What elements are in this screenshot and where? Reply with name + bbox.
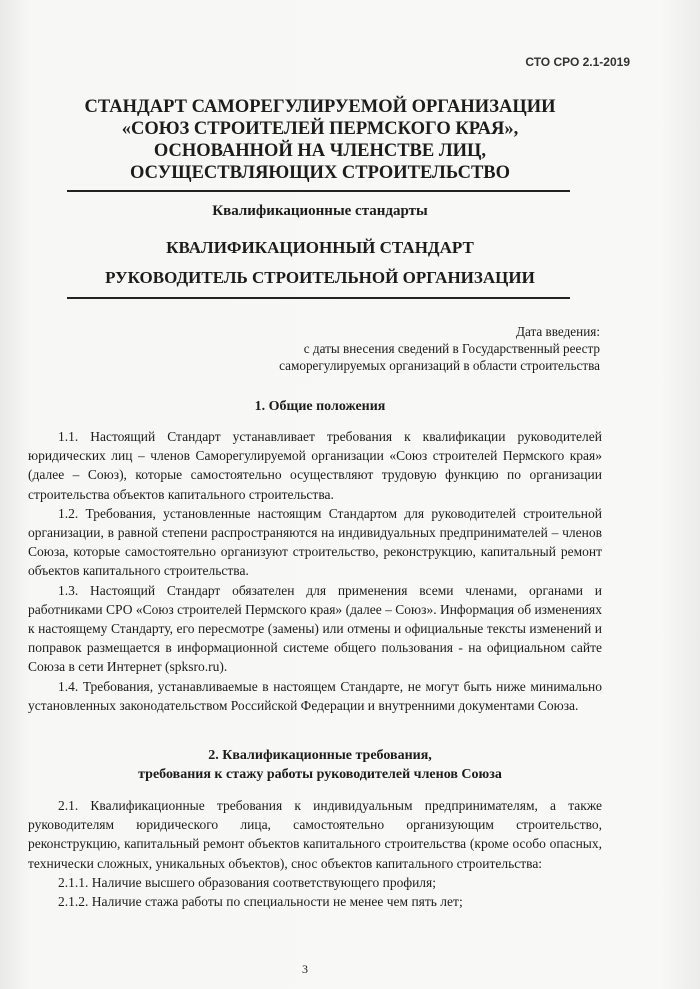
subtitle: Квалификационные стандарты — [212, 203, 428, 219]
section-2-heading — [0, 746, 640, 784]
page-number: 3 — [302, 962, 308, 976]
paragraph: 1.3. Настоящий Стандарт обязателен для применения всеми членами, органами и работниками СРО «Союз строителей Пермского края» (далее – Союз». Информация об изменениях к настоящему Стандарту, его пересмотре (замены) или отмены и официальные тексты изменений и поправок размещается в информационной системе общего пользования - на официальном сайте Союза в сети Интернет (spksro.ru). — [28, 582, 602, 675]
section-2-heading-line: 2. Квалификационные требования, — [208, 748, 432, 763]
paragraph: 2.1.2. Наличие стажа работы по специальности не менее чем пять лет; — [58, 894, 463, 910]
main-title — [40, 96, 600, 184]
main-title-line: ОСУЩЕСТВЛЯЮЩИХ СТРОИТЕЛЬСТВО — [129, 163, 511, 183]
section-1-heading: 1. Общие положения — [254, 399, 386, 414]
divider-bottom — [67, 297, 570, 299]
intro-date-line: с даты внесения сведений в Государственный реестр — [303, 341, 600, 356]
section-2-heading-line: требования к стажу работы руководителей членов Союза — [138, 767, 502, 782]
standard-title — [0, 233, 640, 293]
section-2-body — [28, 796, 602, 911]
intro-date-line: Дата введения: — [515, 324, 600, 339]
main-title-line: СТАНДАРТ САМОРЕГУЛИРУЕМОЙ ОРГАНИЗАЦИИ — [84, 97, 556, 117]
main-title-line: «СОЮЗ СТРОИТЕЛЕЙ ПЕРМСКОГО КРАЯ», — [121, 119, 519, 139]
divider-top — [67, 190, 570, 192]
paragraph: 1.2. Требования, установленные настоящим Стандартом для руководителей строительной организации, в равной степени распространяются на индивидуальных предпринимателей – членов Союза, которые самостоятельно организуют строительство, реконструкцию, капитальный ремонт объектов капитального строительства. — [28, 505, 602, 579]
intro-date-line: саморегулируемых организаций в области строительства — [279, 358, 600, 373]
standard-title-line: РУКОВОДИТЕЛЬ СТРОИТЕЛЬНОЙ ОРГАНИЗАЦИИ — [105, 268, 535, 287]
paragraph: 1.1. Настоящий Стандарт устанавливает требования к квалификации руководителей юридических лиц – членов Саморегулируемой организации «Союз строителей Пермского края» (далее – Союз), которые самостоятельно осуществляют трудовую функцию по организации строительства объектов капитального строительства. — [28, 429, 602, 502]
paragraph: 1.4. Требования, устанавливаемые в настоящем Стандарте, не могут быть ниже минимально установленных законодательством Российской Федерации и внутренними документами Союза. — [28, 678, 602, 713]
main-title-line: ОСНОВАННОЙ НА ЧЛЕНСТВЕ ЛИЦ, — [153, 141, 487, 161]
paragraph: 2.1. Квалификационные требования к индивидуальным предпринимателям, а также руководителям юридического лица, самостоятельно организующим строительство, реконструкцию, капитальный ремонт объектов капитального строительства (кроме особо опасных, технически сложных, уникальных объектов), снос объектов капитального строительства: — [28, 798, 602, 871]
section-1-body — [28, 427, 602, 715]
paragraph: 2.1.1. Наличие высшего образования соответствующего профиля; — [58, 874, 436, 890]
document-code: СТО СРО 2.1-2019 — [525, 55, 630, 69]
standard-title-line: КВАЛИФИКАЦИОННЫЙ СТАНДАРТ — [166, 238, 474, 257]
introduction-date-block — [180, 323, 600, 374]
